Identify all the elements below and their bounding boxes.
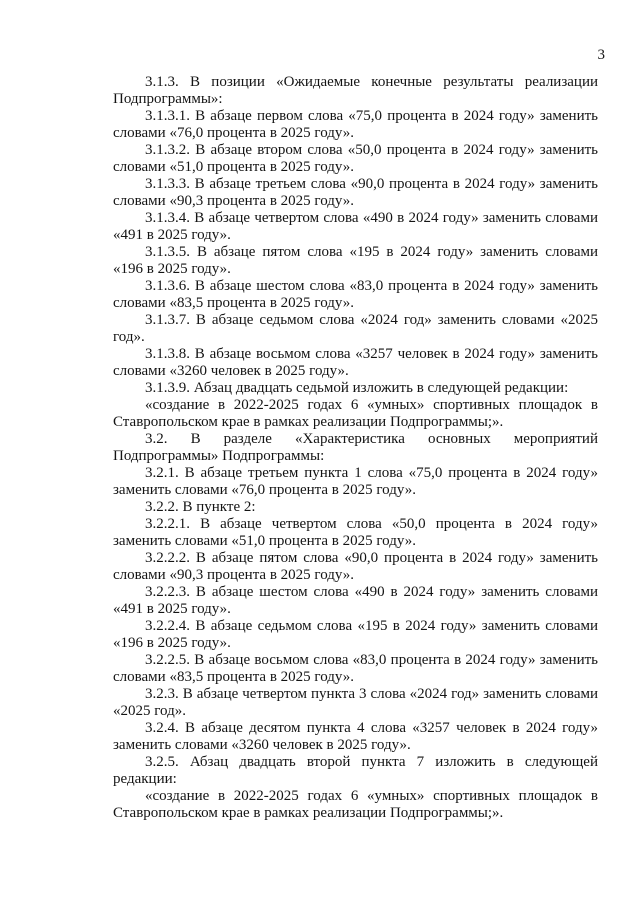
- paragraph: 3.2.4. В абзаце десятом пункта 4 слова «3257 человек в 2024 году» заменить словами «3260 человек в 2025 году».: [113, 720, 598, 753]
- paragraph: 3.1.3.3. В абзаце третьем слова «90,0 процента в 2024 году» заменить словами «90,3 процента в 2025 году».: [113, 176, 598, 209]
- paragraph: 3.2.5. Абзац двадцать второй пункта 7 изложить в следующей редакции:: [113, 754, 598, 787]
- paragraph: 3.2.2.2. В абзаце пятом слова «90,0 процента в 2024 году» заменить словами «90,3 процента в 2025 году».: [113, 550, 598, 583]
- paragraph: 3.1.3.9. Абзац двадцать седьмой изложить в следующей редакции:: [145, 380, 569, 396]
- paragraph: 3.2.2.5. В абзаце восьмом слова «83,0 процента в 2024 году» заменить словами «83,5 процента в 2025 году».: [113, 652, 598, 685]
- page-number: 3: [597, 47, 605, 63]
- quoted-paragraph: «создание в 2022-2025 годах 6 «умных» спортивных площадок в Ставропольском крае в рамках реализации Подпрограммы;».: [113, 788, 598, 821]
- paragraph: 3.2.2.3. В абзаце шестом слова «490 в 2024 году» заменить словами «491 в 2025 году».: [113, 584, 598, 617]
- paragraph: 3.1.3.1. В абзаце первом слова «75,0 процента в 2024 году» заменить словами «76,0 процента в 2025 году».: [113, 108, 598, 141]
- paragraph: 3.2. В разделе «Характеристика основных мероприятий Подпрограммы» Подпрограммы:: [113, 431, 598, 464]
- paragraph: 3.2.2.4. В абзаце седьмом слова «195 в 2024 году» заменить словами «196 в 2025 году».: [113, 618, 598, 651]
- quoted-paragraph: «создание в 2022-2025 годах 6 «умных» спортивных площадок в Ставропольском крае в рамках реализации Подпрограммы;».: [113, 397, 598, 430]
- paragraph: 3.1.3.6. В абзаце шестом слова «83,0 процента в 2024 году» заменить словами «83,5 процента в 2025 году».: [113, 278, 598, 311]
- paragraph: 3.1.3.5. В абзаце пятом слова «195 в 2024 году» заменить словами «196 в 2025 году».: [113, 244, 598, 277]
- paragraph: 3.1.3. В позиции «Ожидаемые конечные результаты реализации Подпрограммы»:: [113, 74, 598, 107]
- paragraph: 3.2.3. В абзаце четвертом пункта 3 слова «2024 год» заменить словами «2025 год».: [113, 686, 598, 719]
- paragraph: 3.2.2. В пункте 2:: [145, 499, 256, 515]
- paragraph: 3.1.3.8. В абзаце восьмом слова «3257 человек в 2024 году» заменить словами «3260 человек в 2025 году».: [113, 346, 598, 379]
- paragraph: 3.1.3.7. В абзаце седьмом слова «2024 год» заменить словами «2025 год».: [113, 312, 598, 345]
- document-body: [113, 74, 598, 822]
- paragraph: 3.2.1. В абзаце третьем пункта 1 слова «75,0 процента в 2024 году» заменить словами «76,0 процента в 2025 году».: [113, 465, 598, 498]
- paragraph: 3.1.3.2. В абзаце втором слова «50,0 процента в 2024 году» заменить словами «51,0 процента в 2025 году».: [113, 142, 598, 175]
- paragraph: 3.2.2.1. В абзаце четвертом слова «50,0 процента в 2024 году» заменить словами «51,0 процента в 2025 году».: [113, 516, 598, 549]
- paragraph: 3.1.3.4. В абзаце четвертом слова «490 в 2024 году» заменить словами «491 в 2025 году».: [113, 210, 598, 243]
